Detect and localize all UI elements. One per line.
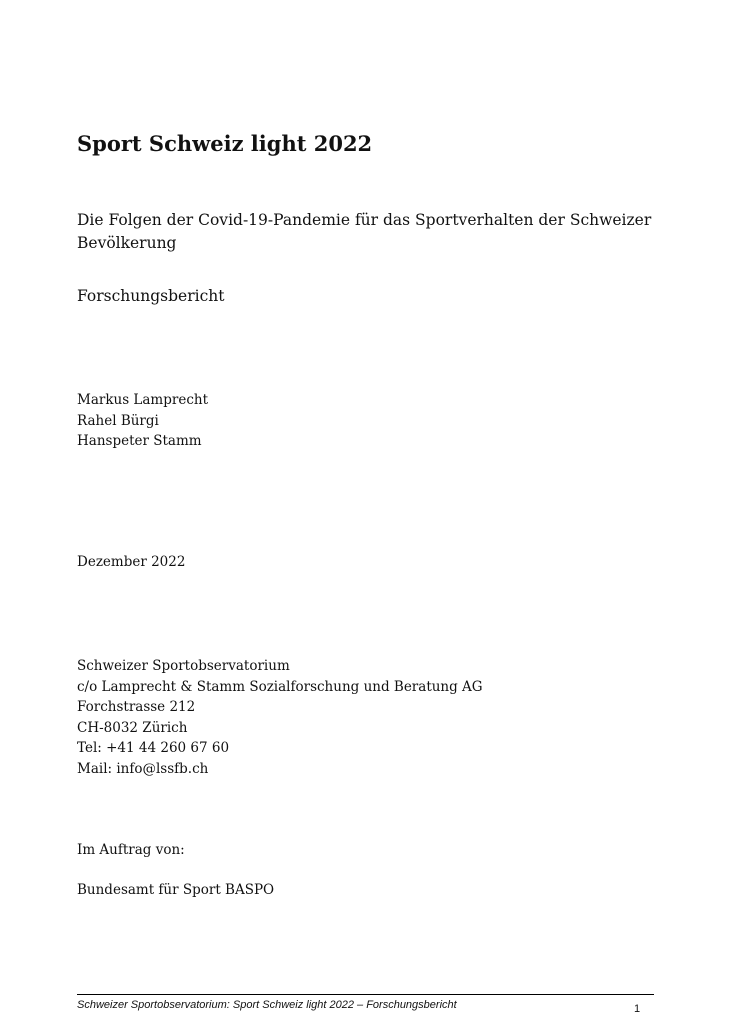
phone-number: Tel: +41 44 260 67 60 bbox=[77, 740, 230, 756]
footer-text: Schweizer Sportobservatorium: Sport Schweiz light 2022 – Forschungsbericht bbox=[77, 999, 457, 1011]
document-subtitle: Die Folgen der Covid-19-Pandemie für das Sportverhalten der Schweizer Bevölkerung bbox=[77, 211, 652, 252]
author-name: Rahel Bürgi bbox=[77, 412, 159, 429]
page-number: 1 bbox=[634, 1003, 641, 1015]
organization-company: c/o Lamprecht & Stamm Sozialforschung und Beratung AG bbox=[77, 678, 483, 695]
street-address: Forchstrasse 212 bbox=[77, 699, 196, 715]
organization-name: Schweizer Sportobservatorium bbox=[77, 658, 290, 674]
report-type: Forschungsbericht bbox=[77, 287, 225, 305]
client-name: Bundesamt für Sport BASPO bbox=[77, 882, 275, 898]
commissioned-by-label: Im Auftrag von: bbox=[77, 842, 185, 858]
contact-address bbox=[77, 656, 483, 779]
publication-date: Dezember 2022 bbox=[77, 554, 186, 570]
author-name: Markus Lamprecht bbox=[77, 392, 208, 408]
author-name: Hanspeter Stamm bbox=[77, 433, 202, 449]
postal-city: CH-8032 Zürich bbox=[77, 719, 188, 736]
email-address: Mail: info@lssfb.ch bbox=[77, 760, 209, 777]
author-list bbox=[77, 390, 208, 452]
document-title: Sport Schweiz light 2022 bbox=[77, 131, 373, 156]
footer-divider bbox=[77, 994, 654, 995]
